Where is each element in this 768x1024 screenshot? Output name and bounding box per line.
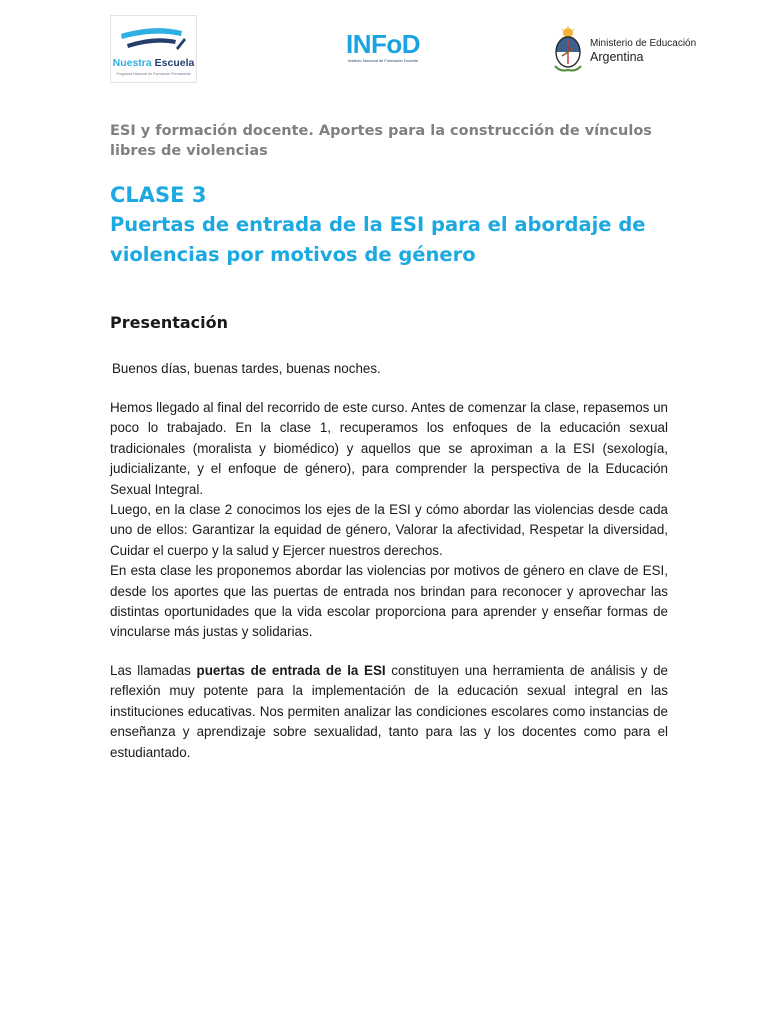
nuestra-escuela-swoosh-icon bbox=[118, 22, 190, 56]
nuestra-escuela-subtitle: Programa Nacional de Formación Permanente bbox=[116, 72, 191, 76]
paragraph-recap-clase-1: Hemos llegado al final del recorrido de este curso. Antes de comenzar la clase, repasemos un poco lo trabajado. En la clase 1, recuperamos los enfoques de la educación sexual tradicionales (moralista y biomédico) y aquellos que se aproximan a la ESI (sexología, judicializante, y el enfoque de género), para comprender la perspectiva de la Educación Sexual Integral. bbox=[110, 400, 668, 497]
paragraph-puertas-rest: constituyen una herramienta de análisis y de reflexión muy potente para la implementación de la educación sexual integral en las instituciones educativas. Nos permiten analizar las condiciones escolares como instancias de enseñanza y aprendizaje sobre sexualidad, tanto para las y los docentes como para el estudiantado. bbox=[110, 663, 669, 760]
nuestra-escuela-name-second: Escuela bbox=[154, 57, 195, 69]
coat-of-arms-icon bbox=[552, 26, 584, 72]
paragraph-puertas-de-entrada bbox=[110, 661, 668, 763]
paragraph-recap-clase-2: Luego, en la clase 2 conocimos los ejes de la ESI y cómo abordar las violencias desde cada uno de ellos: Garantizar la equidad de género, Valorar la afectividad, Respetar la diversidad, Cuidar el cuerpo y la salud y Ejercer nuestros derechos. bbox=[110, 502, 668, 558]
nuestra-escuela-name-first: Nuestra bbox=[112, 57, 152, 69]
ministerio-line2: Argentina bbox=[590, 50, 644, 64]
clase-title: Puertas de entrada de la ESI para el abordaje de violencias por motivos de género bbox=[110, 213, 646, 266]
course-title: ESI y formación docente. Aportes para la construcción de vínculos libres de violencias bbox=[110, 123, 652, 159]
infod-tagline: Instituto Nacional de Formación Docente bbox=[348, 58, 419, 63]
paragraph-puertas-bold: puertas de entrada de la ESI bbox=[196, 663, 386, 678]
logo-nuestra-escuela bbox=[110, 15, 197, 83]
logo-infod bbox=[346, 30, 446, 72]
ministerio-line1: Ministerio de Educación bbox=[590, 38, 697, 49]
paragraph-recap-clase-3: En esta clase les proponemos abordar las violencias por motivos de género en clave de ESI, desde los aportes que las puertas de entrada nos brindan para reconocer y aprovechar las distintas oportunidades que la vida escolar proporciona para aprender y enseñar formas de vincularse más justas y solidarias. bbox=[110, 563, 668, 640]
logo-ministerio-educacion bbox=[552, 26, 697, 72]
clase-number: CLASE 3 bbox=[110, 183, 207, 207]
section-heading-presentacion: Presentación bbox=[110, 313, 229, 332]
paragraph-puertas-lead: Las llamadas bbox=[110, 663, 197, 678]
infod-mark: INFoD bbox=[346, 29, 421, 59]
paragraph-recap bbox=[110, 398, 668, 643]
greeting-text: Buenos días, buenas tardes, buenas noches. bbox=[112, 361, 381, 376]
